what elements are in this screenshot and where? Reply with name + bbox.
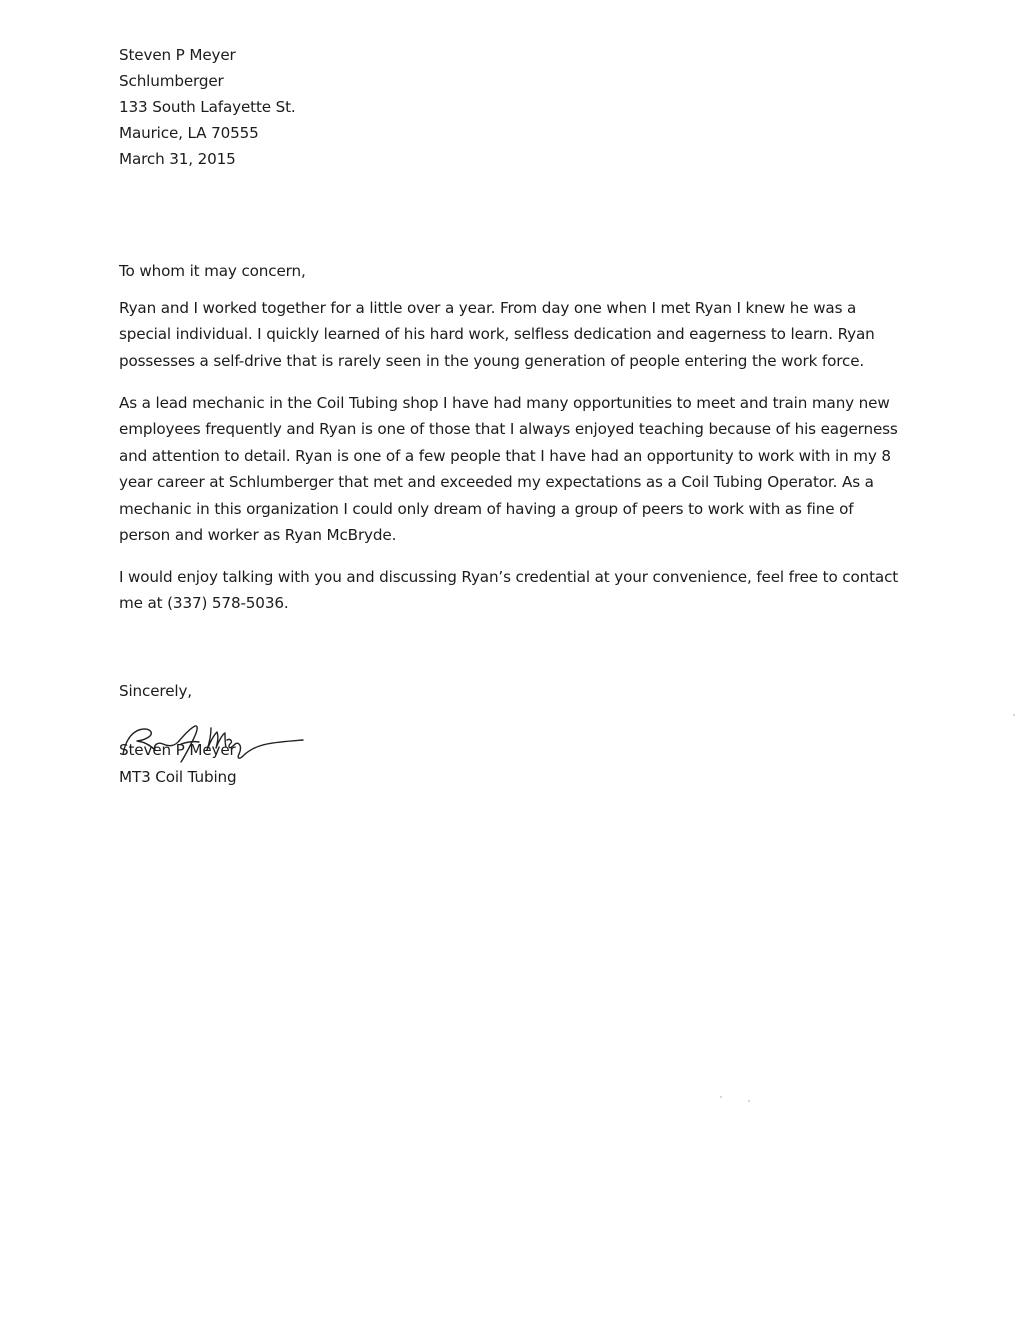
sender-city-state-zip: Maurice, LA 70555 <box>119 124 259 142</box>
paragraph-contact <box>119 564 909 617</box>
scan-speck <box>720 1096 722 1098</box>
signer-name: Steven P Meyer <box>119 741 236 759</box>
sender-address-block <box>119 42 909 172</box>
paragraph-line: Ryan and I worked together for a little over a year. From day one when I met Ryan I knew he was a <box>119 299 857 317</box>
paragraph-line: me at (337) 578-5036. <box>119 594 289 613</box>
salutation: To whom it may concern, <box>119 262 306 280</box>
paragraph-line: As a lead mechanic in the Coil Tubing shop I have had many opportunities to meet and train many new <box>119 394 890 412</box>
paragraph-introduction <box>119 295 909 374</box>
paragraph-line: employees frequently and Ryan is one of those that I always enjoyed teaching because of his eagerness <box>119 420 898 439</box>
paragraph-line: and attention to detail. Ryan is one of a few people that I have had an opportunity to work with in my 8 <box>119 446 891 465</box>
paragraph-line: special individual. I quickly learned of his hard work, selfless dedication and eagerness to learn. Ryan <box>119 325 875 344</box>
sender-name: Steven P Meyer <box>119 46 236 64</box>
letter-date: March 31, 2015 <box>119 150 236 168</box>
paragraph-experience <box>119 390 909 548</box>
closing: Sincerely, <box>119 682 192 700</box>
signer-block <box>119 737 237 791</box>
paragraph-line: mechanic in this organization I could only dream of having a group of peers to work with as fine of <box>119 499 854 518</box>
scan-speck <box>748 1100 750 1102</box>
signer-title: MT3 Coil Tubing <box>119 768 237 786</box>
letter-body <box>119 42 909 786</box>
paragraph-line: I would enjoy talking with you and discussing Ryan’s credential at your convenience, feel free to contact <box>119 568 899 586</box>
paragraph-line: person and worker as Ryan McBryde. <box>119 526 397 545</box>
scan-speck <box>1013 714 1015 716</box>
paragraph-line: year career at Schlumberger that met and exceeded my expectations as a Coil Tubing Operator. As a <box>119 473 874 492</box>
paragraph-line: possesses a self-drive that is rarely seen in the young generation of people entering the work force. <box>119 351 865 370</box>
sender-street: 133 South Lafayette St. <box>119 98 296 116</box>
sender-company: Schlumberger <box>119 72 224 90</box>
